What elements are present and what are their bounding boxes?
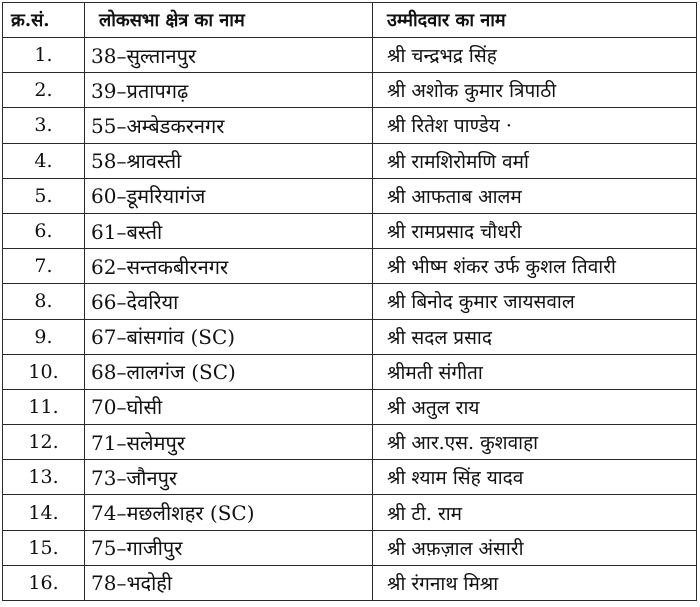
constituency-name-cell: 70–घोसी — [85, 389, 373, 424]
candidate-name-cell: श्री अतुल राय — [373, 389, 697, 424]
candidate-name-cell: श्री भीष्म शंकर उर्फ कुशल तिवारी — [373, 249, 697, 284]
table-row — [3, 565, 697, 600]
serial-number-cell: 3. — [3, 108, 85, 143]
table-row — [3, 425, 697, 460]
constituency-name-cell: 58–श्रावस्ती — [85, 143, 373, 178]
table-body — [3, 38, 697, 601]
serial-number-cell: 2. — [3, 73, 85, 108]
serial-number-cell: 7. — [3, 249, 85, 284]
serial-number-cell: 10. — [3, 354, 85, 389]
constituency-name-cell: 68–लालगंज (SC) — [85, 354, 373, 389]
constituency-name-cell: 60–डूमरियागंज — [85, 178, 373, 213]
constituency-name-cell: 78–भदोही — [85, 565, 373, 600]
table-row — [3, 38, 697, 73]
constituency-name-cell: 62–सन्तकबीरनगर — [85, 249, 373, 284]
constituency-name-cell: 67–बांसगांव (SC) — [85, 319, 373, 354]
table-row — [3, 249, 697, 284]
candidate-name-cell: श्रीमती संगीता — [373, 354, 697, 389]
candidate-name-cell: श्री चन्द्रभद्र सिंह — [373, 38, 697, 73]
candidate-name-cell: श्री श्याम सिंह यादव — [373, 460, 697, 495]
header-candidate-name: उम्मीदवार का नाम — [373, 3, 697, 38]
table-row — [3, 143, 697, 178]
serial-number-cell: 15. — [3, 530, 85, 565]
table-row — [3, 530, 697, 565]
serial-number-cell: 13. — [3, 460, 85, 495]
candidate-name-cell: श्री आर.एस. कुशवाहा — [373, 425, 697, 460]
serial-number-cell: 16. — [3, 565, 85, 600]
candidate-name-cell: श्री रंगनाथ मिश्रा — [373, 565, 697, 600]
candidate-name-cell: श्री रितेश पाण्डेय · — [373, 108, 697, 143]
constituency-name-cell: 75–गाजीपुर — [85, 530, 373, 565]
serial-number-cell: 6. — [3, 213, 85, 248]
constituency-name-cell: 71–सलेमपुर — [85, 425, 373, 460]
candidate-name-cell: श्री रामप्रसाद चौधरी — [373, 213, 697, 248]
serial-number-cell: 11. — [3, 389, 85, 424]
table-header — [3, 3, 697, 38]
table-row — [3, 108, 697, 143]
candidate-name-cell: श्री अशोक कुमार त्रिपाठी — [373, 73, 697, 108]
header-serial-number: क्र.सं. — [3, 3, 85, 38]
serial-number-cell: 1. — [3, 38, 85, 73]
table-row — [3, 495, 697, 530]
table-row — [3, 284, 697, 319]
table-row — [3, 213, 697, 248]
candidate-name-cell: श्री सदल प्रसाद — [373, 319, 697, 354]
serial-number-cell: 8. — [3, 284, 85, 319]
constituency-name-cell: 73–जौनपुर — [85, 460, 373, 495]
header-row — [3, 3, 697, 38]
header-constituency-name: लोकसभा क्षेत्र का नाम — [85, 3, 373, 38]
table-row — [3, 178, 697, 213]
serial-number-cell: 9. — [3, 319, 85, 354]
table-row — [3, 73, 697, 108]
serial-number-cell: 12. — [3, 425, 85, 460]
table-row — [3, 319, 697, 354]
constituency-name-cell: 39–प्रतापगढ़ — [85, 73, 373, 108]
constituency-name-cell: 38–सुल्तानपुर — [85, 38, 373, 73]
constituency-name-cell: 55–अम्बेडकरनगर — [85, 108, 373, 143]
table-row — [3, 354, 697, 389]
candidate-name-cell: श्री टी. राम — [373, 495, 697, 530]
constituency-name-cell: 74–मछलीशहर (SC) — [85, 495, 373, 530]
candidate-name-cell: श्री आफताब आलम — [373, 178, 697, 213]
candidate-name-cell: श्री रामशिरोमणि वर्मा — [373, 143, 697, 178]
constituency-name-cell: 61–बस्ती — [85, 213, 373, 248]
table-row — [3, 460, 697, 495]
serial-number-cell: 4. — [3, 143, 85, 178]
candidate-name-cell: श्री अफ़ज़ाल अंसारी — [373, 530, 697, 565]
constituency-name-cell: 66–देवरिया — [85, 284, 373, 319]
serial-number-cell: 14. — [3, 495, 85, 530]
serial-number-cell: 5. — [3, 178, 85, 213]
table-row — [3, 389, 697, 424]
candidate-list-table — [2, 2, 697, 601]
candidate-name-cell: श्री बिनोद कुमार जायसवाल — [373, 284, 697, 319]
